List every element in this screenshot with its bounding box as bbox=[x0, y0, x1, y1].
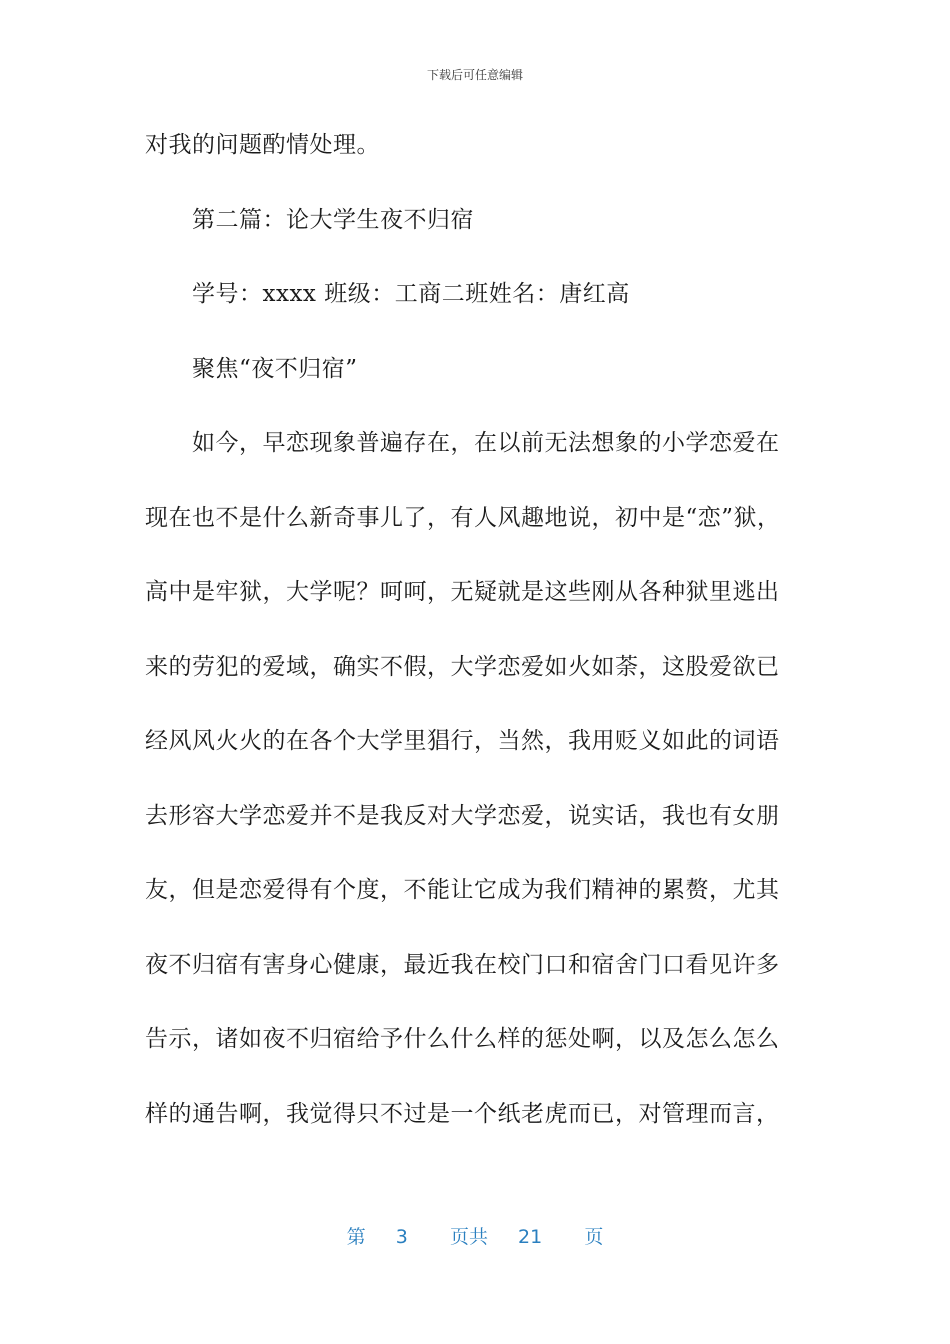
page-suffix: 页 bbox=[584, 1226, 604, 1248]
section-title: 第二篇：论大学生夜不归宿 bbox=[192, 206, 474, 233]
total-pages-number: 21 bbox=[518, 1226, 543, 1248]
body-line: 告示，诸如夜不归宿给予什么什么样的惩处啊，以及怎么怎么 bbox=[145, 1026, 780, 1052]
subtitle: 聚焦“夜不归宿” bbox=[192, 355, 358, 382]
document-body bbox=[145, 120, 810, 1163]
body-line: 来的劳犯的爱域，确实不假，大学恋爱如火如荼，这股爱欲已 bbox=[145, 653, 780, 680]
page-middle-text: 页共 bbox=[449, 1226, 488, 1248]
body-line: 高中是牢狱，大学呢？呵呵，无疑就是这些刚从各种狱里逃出 bbox=[145, 579, 780, 605]
author-info: 学号：xxxx 班级：工商二班姓名：唐红高 bbox=[192, 281, 630, 307]
page-footer bbox=[0, 1222, 950, 1249]
current-page-number: 3 bbox=[395, 1226, 408, 1248]
body-line: 去形容大学恋爱并不是我反对大学恋爱，说实话，我也有女朋 bbox=[145, 802, 780, 829]
body-line: 友，但是恋爱得有个度，不能让它成为我们精神的累赘，尤其 bbox=[145, 877, 780, 903]
page-header: 下载后可任意编辑 bbox=[426, 68, 523, 82]
page-prefix: 第 bbox=[346, 1226, 366, 1248]
body-line: 经风风火火的在各个大学里猖行，当然，我用贬义如此的词语 bbox=[145, 728, 780, 754]
body-line: 样的通告啊，我觉得只不过是一个纸老虎而已，对管理而言， bbox=[145, 1100, 780, 1127]
body-line: 夜不归宿有害身心健康，最近我在校门口和宿舍门口看见许多 bbox=[145, 951, 780, 978]
body-line: 现在也不是什么新奇事儿了，有人风趣地说，初中是“恋”狱， bbox=[145, 504, 781, 531]
body-line: 对我的问题酌情处理。 bbox=[145, 132, 380, 158]
body-line: 如今，早恋现象普遍存在，在以前无法想象的小学恋爱在 bbox=[192, 430, 780, 456]
